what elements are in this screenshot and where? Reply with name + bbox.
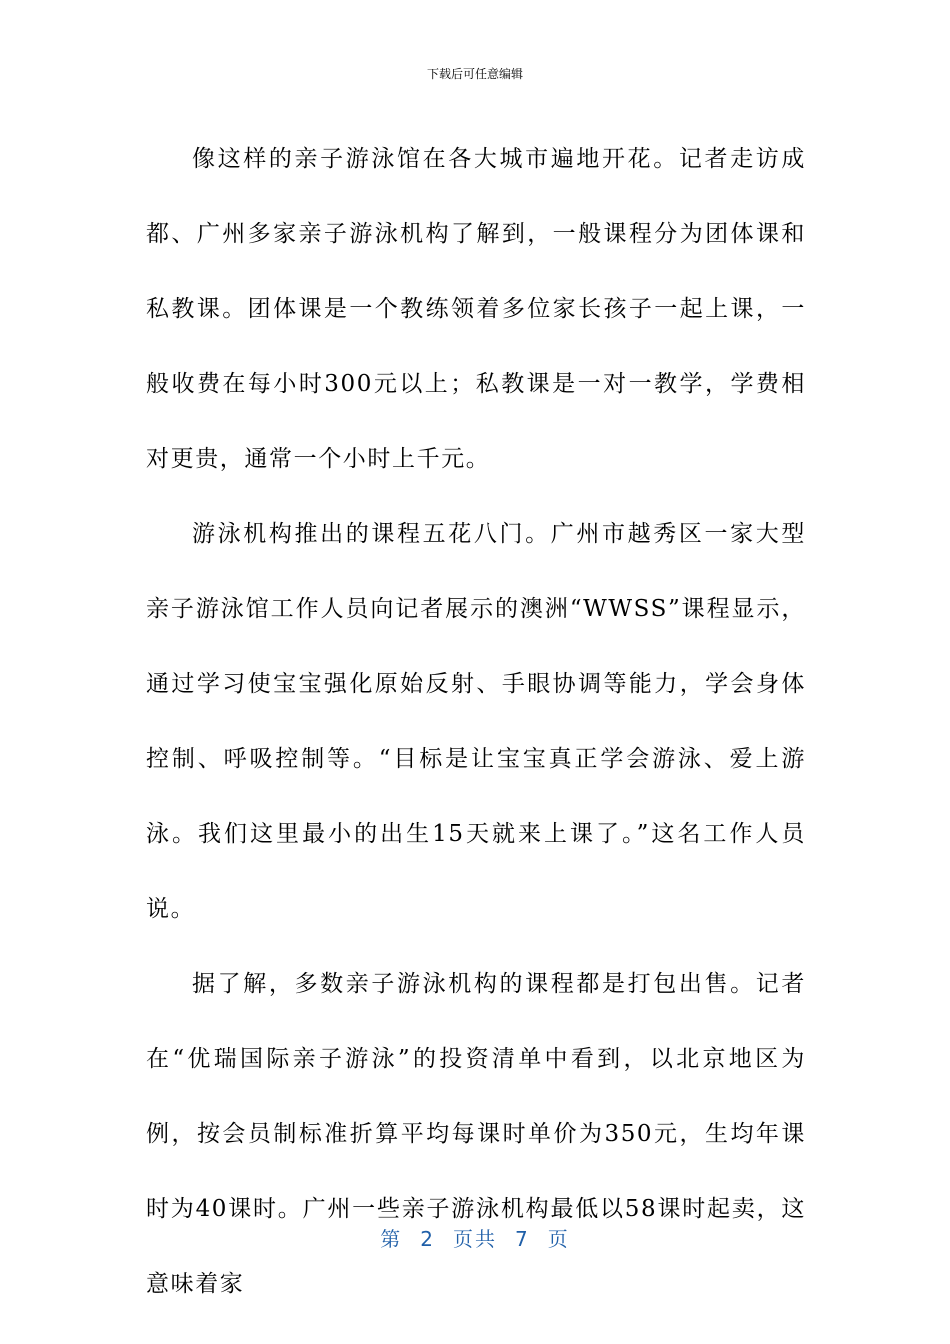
page-footer (0, 1226, 950, 1252)
paragraph-3: 据了解，多数亲子游泳机构的课程都是打包出售。记者在“优瑞国际亲子游泳”的投资清单中看到，以北京地区为例，按会员制标准折算平均每课时单价为350元，生均年课时为40课时。广州一些亲子游泳机构最低以58课时起卖，这意味着家 (146, 971, 806, 1297)
page-header: 下载后可任意编辑 (426, 67, 523, 81)
footer-prefix: 第 (380, 1227, 403, 1251)
footer-total-pages: 7 (515, 1227, 530, 1251)
paragraph-1: 像这样的亲子游泳馆在各大城市遍地开花。记者走访成都、广州多家亲子游泳机构了解到，一般课程分为团体课和私教课。团体课是一个教练领着多位家长孩子一起上课，一般收费在每小时300元以上；私教课是一对一教学，学费相对更贵，通常一个小时上千元。 (146, 146, 806, 472)
footer-middle: 页共 (453, 1227, 497, 1251)
footer-current-page: 2 (420, 1227, 435, 1251)
document-body (146, 122, 806, 1322)
paragraph-2: 游泳机构推出的课程五花八门。广州市越秀区一家大型亲子游泳馆工作人员向记者展示的澳洲“WWSS”课程显示，通过学习使宝宝强化原始反射、手眼协调等能力，学会身体控制、呼吸控制等。“目标是让宝宝真正学会游泳、爱上游泳。我们这里最小的出生15天就来上课了。”这名工作人员说。 (146, 521, 806, 922)
footer-suffix: 页 (547, 1227, 570, 1251)
